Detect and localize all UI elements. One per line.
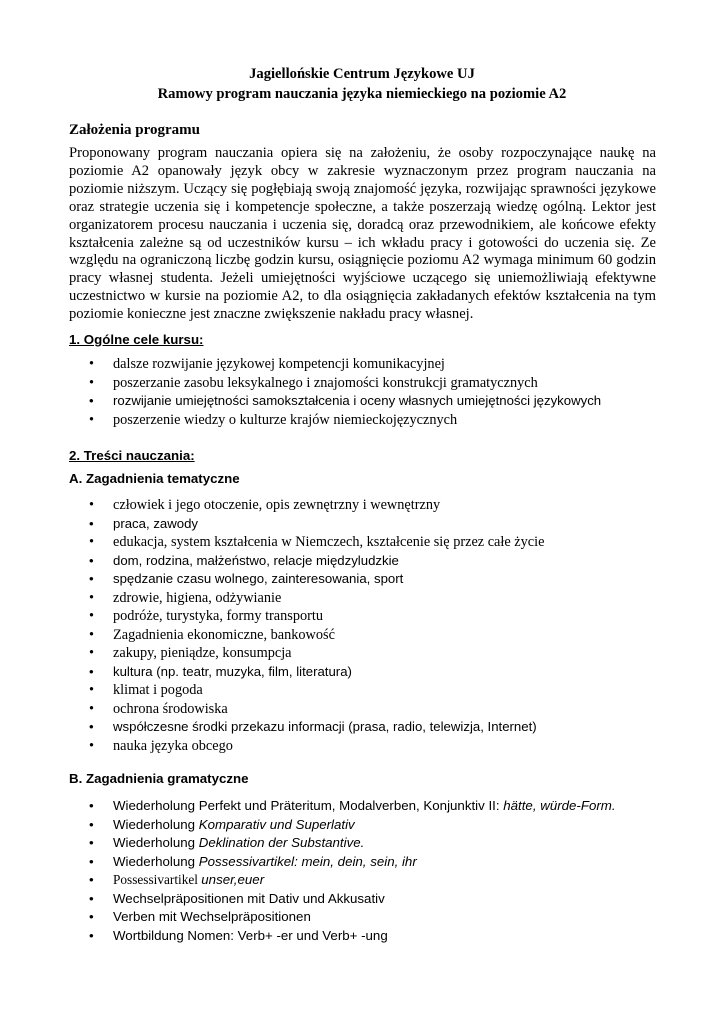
bullet-icon: • [89,737,95,754]
assumptions-heading: Założenia programu [69,122,200,138]
list-item: • Wechselpräpositionen mit Dativ und Akkusativ [0,890,616,909]
list-item: • Wiederholung Deklination der Substantive. [0,834,616,853]
goals-list [0,355,601,429]
list-item: • dom, rodzina, małżeństwo, relacje międzyludzkie [0,552,544,571]
bullet-icon: • [89,700,95,717]
bullet-icon: • [89,719,94,734]
list-item: • podróże, turystyka, formy transportu [89,608,324,624]
bullet-icon: • [89,534,95,550]
bullet-icon: • [89,589,95,606]
list-item: • Possessivartikel unser,euer [0,871,616,890]
bullet-icon: • [89,356,95,372]
list-item: • dalsze rozwijanie językowej kompetencji komunikacyjnej [89,356,445,372]
list-item: • człowiek i jego otoczenie, opis zewnętrzny i wewnętrzny [89,497,441,513]
list-item: • poszerzenie wiedzy o kulturze krajów niemieckojęzycznych [89,411,458,428]
bullet-icon: • [89,608,95,624]
bullet-icon: • [89,663,94,679]
content-heading: 2. Treści nauczania: [69,448,195,463]
list-item: • klimat i pogoda [89,682,203,698]
list-item: • poszerzanie zasobu leksykalnego i znajomości konstrukcji gramatycznych [89,374,538,391]
bullet-icon: • [89,571,94,586]
bullet-icon: • [89,835,94,850]
bullet-icon: • [89,682,95,698]
bullet-icon: • [89,872,94,887]
list-item: • Wiederholung Perfekt und Präteritum, Modalverben, Konjunktiv II: hätte, würde-Form. [0,797,616,816]
assumptions-paragraph: Proponowany program nauczania opiera się na założeniu, że osoby rozpoczynające naukę na poziomie A2 opanowały język obcy w zakresie wyznaczonym przez program nauczania na poziomie niższym. Uczący się pogłębiają swoją znajomość języka, rozwijając sprawności językowe oraz strategie uczenia się i kompetencje społeczne, a także poszerzają wiedzę ogólną. Lektor jest organizatorem procesu nauczania i uczenia się, doradcą oraz przewodnikiem, ale końcowe efekty kształcenia zależne są od uczestników kursu – ich wkładu pracy i gotowości do uczenia się. Ze względu na ograniczoną liczbę godzin kursu, osiągnięcie poziomu A2 wymaga minimum 60 godzin pracy własnej studenta. Jeżeli umiejętności wyjściowe uczącego się uniemożliwiają efektywne uczestnictwo w kursie na poziomie A2, to dla osiągnięcia zakładanych efektów kształcenia na tym poziomie konieczne jest znaczne zwiększenie nakładu pracy własnej. [69,145,656,323]
grammar-list [0,797,616,945]
list-item: • praca, zawody [0,515,544,534]
bullet-icon: • [89,626,95,643]
list-item: • zdrowie, higiena, odżywianie [89,589,282,606]
bullet-icon: • [89,909,94,924]
list-item: • ochrona środowiska [89,700,228,717]
thematic-list [0,496,544,755]
bullet-icon: • [89,853,94,869]
list-item: • współczesne środki przekazu informacji (prasa, radio, telewizja, Internet) [0,718,544,737]
document-title: Ramowy program nauczania języka niemieckiego na poziomie A2 [157,86,567,102]
institution-title: Jagiellońskie Centrum Językowe UJ [249,66,475,82]
list-item: • zakupy, pieniądze, konsumpcja [89,645,292,661]
list-item: • kultura (np. teatr, muzyka, film, literatura) [0,663,544,682]
bullet-icon: • [89,393,94,408]
bullet-icon: • [89,411,95,428]
list-item: • edukacja, system kształcenia w Niemczech, kształcenie się przez całe życie [89,534,545,550]
bullet-icon: • [89,374,95,391]
thematic-heading: A. Zagadnienia tematyczne [69,471,240,486]
grammar-heading: B. Zagadnienia gramatyczne [69,771,249,786]
bullet-icon: • [89,890,94,906]
list-item: • spędzanie czasu wolnego, zainteresowania, sport [0,570,544,589]
bullet-icon: • [89,816,94,832]
bullet-icon: • [89,515,94,531]
bullet-icon: • [89,798,94,813]
bullet-icon: • [89,552,94,568]
goals-heading: 1. Ogólne cele kursu: [69,332,204,347]
list-item: • Zagadnienia ekonomiczne, bankowość [89,626,335,643]
list-item: • Verben mit Wechselpräpositionen [0,908,616,927]
bullet-icon: • [89,645,95,661]
bullet-icon: • [89,927,94,943]
list-item: • rozwijanie umiejętności samokształcenia i oceny własnych umiejętności językowych [0,392,601,411]
list-item: • Wiederholung Komparativ und Superlativ [0,816,616,835]
list-item: • nauka języka obcego [89,737,233,754]
bullet-icon: • [89,497,95,513]
list-item: • Wortbildung Nomen: Verb+ -er und Verb+ -ung [0,927,616,946]
list-item: • Wiederholung Possessivartikel: mein, dein, sein, ihr [0,853,616,872]
